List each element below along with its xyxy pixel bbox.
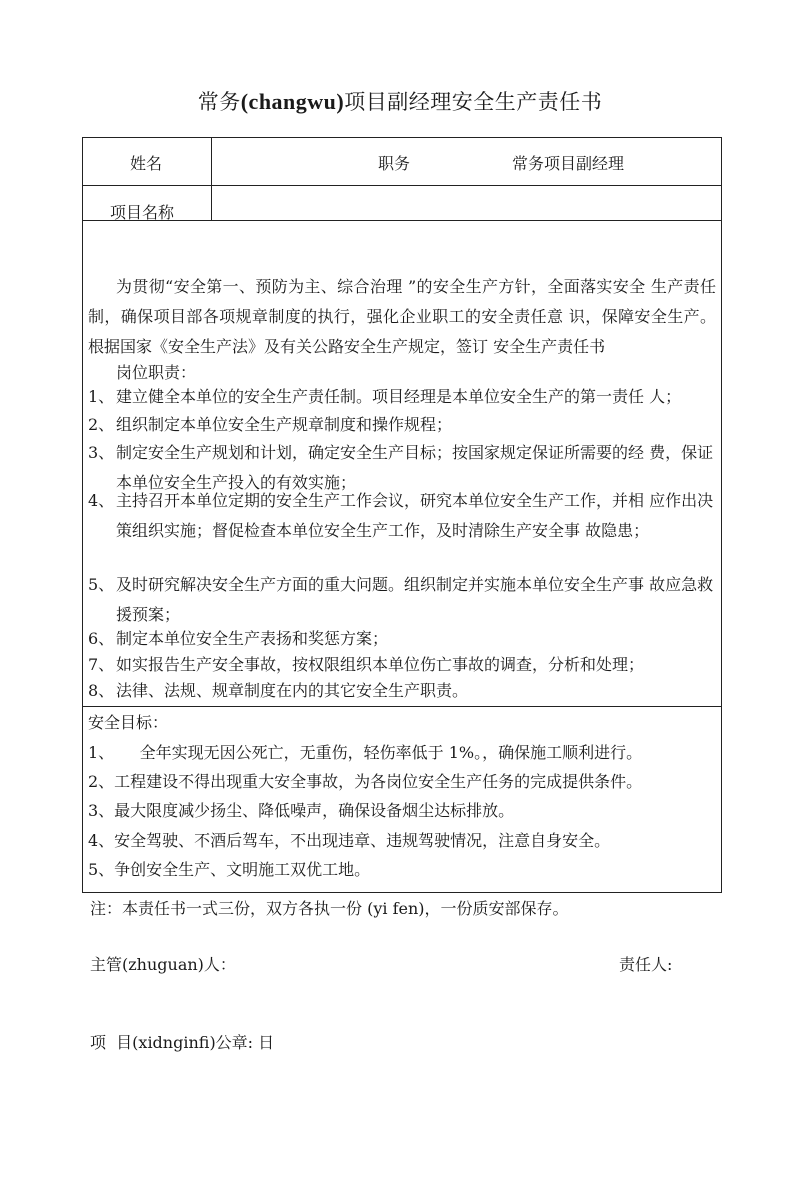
title-prefix: 常务 [197,90,241,114]
duty-item [88,486,718,546]
duty-text: 组织制定本单位安全生产规章制度和操作规程； [116,415,453,434]
goals-heading: 安全目标： [88,713,169,732]
duty-number: 8、 [88,681,115,700]
position-value: 常务项目副经理 [512,154,625,173]
duty-item [88,410,718,440]
title-suffix: 项目副经理安全生产责任书 [344,90,603,114]
duties-heading: 岗位职责： [116,363,197,382]
duty-item [88,382,718,412]
title-latin: (changwu) [240,89,345,114]
project-seal-label: 项 目(xidnginfi)公章: 日 [90,1033,275,1052]
duty-text: 主持召开本单位定期的安全生产工作会议，研究本单位安全生产工作，并相 应作出决策组织实施；督促检查本单位安全生产工作，及时清除生产安全事 故隐患； [116,491,714,540]
supervisor-signature-label: 主管(zhuguan)人： [90,955,236,974]
duty-number: 2、 [88,415,115,434]
duty-text: 法律、法规、规章制度在内的其它安全生产职责。 [116,681,469,700]
duty-number: 3、 [88,443,115,462]
goal-item: 1、 全年实现无因公死亡，无重伤，轻伤率低于 1%。，确保施工顺利进行。 [88,743,643,762]
duty-text: 如实报告生产安全事故，按权限组织本单位伤亡事故的调查，分析和处理； [116,655,645,674]
duty-text: 及时研究解决安全生产方面的重大问题。组织制定并实施本单位安全生产事 故应急救援预案； [116,575,714,624]
goal-item: 2、工程建设不得出现重大安全事故，为各岗位安全生产任务的完成提供条件。 [88,772,643,791]
table-divider-goals [82,706,722,707]
duty-number: 6、 [88,629,115,648]
duty-number: 7、 [88,655,115,674]
position-label: 职务 [378,154,411,173]
duty-number: 4、 [88,491,115,510]
duty-item [88,676,718,706]
table-divider-column [211,137,212,220]
name-label: 姓名 [130,154,163,173]
duty-text: 建立健全本单位的安全生产责任制。项目经理是本单位安全生产的第一责任 人； [116,387,682,406]
intro-paragraph: 为贯彻“安全第一、预防为主、综合治理 ”的安全生产方针，全面落实安全 生产责任制，确保项目部各项规章制度的执行，强化企业职工的安全责任意 识，保障安全生产。根据国家《安全生产法》及有关公路安全生产规定，签订 安全生产责任书 [88,277,716,356]
duty-number: 1、 [88,387,115,406]
duty-text: 制定安全生产规划和计划，确定安全生产目标；按国家规定保证所需要的经 费，保证本单位安全生产投入的有效实施； [116,443,714,492]
goal-item: 5、争创安全生产、文明施工双优工地。 [88,860,371,879]
table-divider-row1 [82,185,722,186]
table-divider-row2 [82,220,722,221]
goal-item: 3、最大限度减少扬尘、降低噪声，确保设备烟尘达标排放。 [88,801,515,820]
project-name-label: 项目名称 [110,203,175,222]
duty-text: 制定本单位安全生产表扬和奖惩方案； [116,629,389,648]
duty-number: 5、 [88,575,115,594]
goal-item: 4、安全驾驶、不酒后驾车，不出现违章、违规驾驶情况，注意自身安全。 [88,831,611,850]
document-title [0,86,800,116]
duty-item [88,570,718,630]
responsible-person-label: 责任人: [619,955,673,974]
footer-note: 注：本责任书一式三份，双方各执一份 (yi fen)，一份质安部保存。 [90,899,569,918]
